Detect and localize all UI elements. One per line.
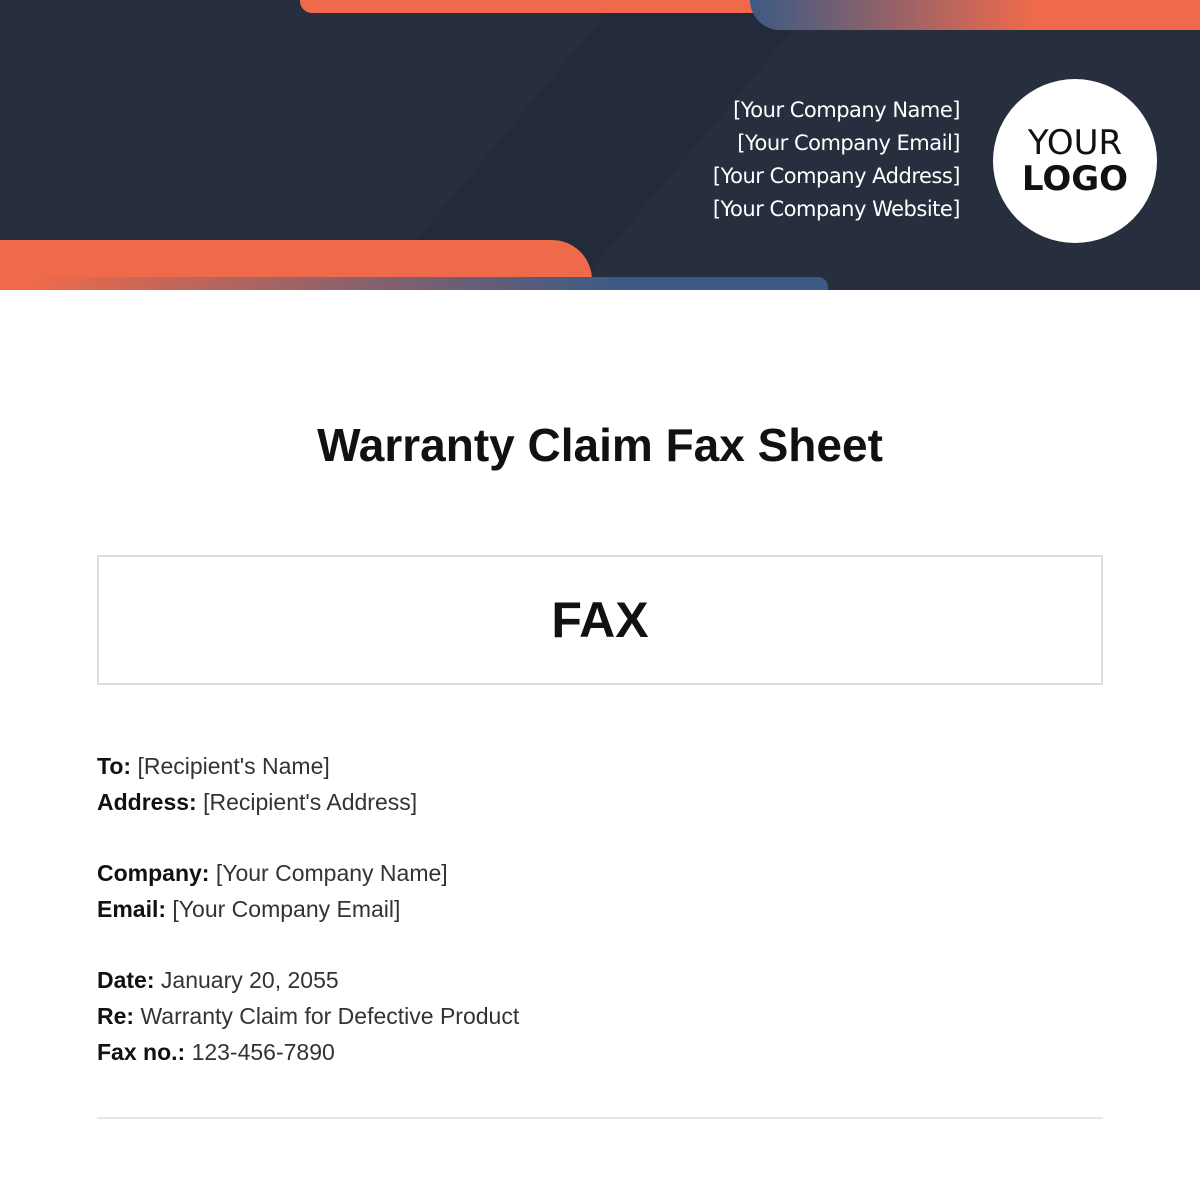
page-title: Warranty Claim Fax Sheet	[317, 419, 883, 471]
header-banner	[0, 0, 1200, 290]
field-value: Warranty Claim for Defective Product	[140, 1003, 520, 1029]
decor-bar	[0, 277, 828, 290]
field-value: [Recipient's Address]	[203, 789, 418, 815]
field-value: [Your Company Name]	[215, 860, 448, 886]
field-value: 123-456-7890	[191, 1039, 335, 1065]
field-value: [Your Company Email]	[172, 896, 401, 922]
field-email	[97, 891, 519, 927]
decor-bar	[300, 0, 780, 13]
logo-line-2: LOGO	[1021, 159, 1129, 199]
decor-bar	[750, 0, 1200, 30]
field-label: To:	[97, 753, 132, 779]
company-website: [Your Company Website]	[712, 197, 960, 221]
fax-details	[97, 748, 519, 1070]
company-info	[713, 94, 960, 226]
field-label: Email:	[97, 896, 167, 922]
field-to	[97, 748, 519, 784]
fax-box	[97, 555, 1103, 685]
company-address: [Your Company Address]	[712, 164, 960, 188]
field-label: Address:	[97, 789, 197, 815]
field-label: Fax no.:	[97, 1039, 186, 1065]
logo	[993, 79, 1157, 243]
company-name: [Your Company Name]	[733, 98, 960, 122]
field-value: [Recipient's Name]	[137, 753, 330, 779]
field-date	[97, 962, 519, 998]
field-re	[97, 998, 519, 1034]
field-label: Date:	[97, 967, 155, 993]
field-label: Re:	[97, 1003, 135, 1029]
fax-label: FAX	[551, 592, 649, 648]
field-value: January 20, 2055	[160, 967, 339, 993]
field-label: Company:	[97, 860, 210, 886]
logo-line-1: YOUR	[1027, 123, 1123, 163]
divider	[97, 1117, 1103, 1119]
field-fax-no	[97, 1034, 519, 1070]
field-address	[97, 784, 519, 820]
company-email: [Your Company Email]	[737, 131, 960, 155]
field-company	[97, 855, 519, 891]
